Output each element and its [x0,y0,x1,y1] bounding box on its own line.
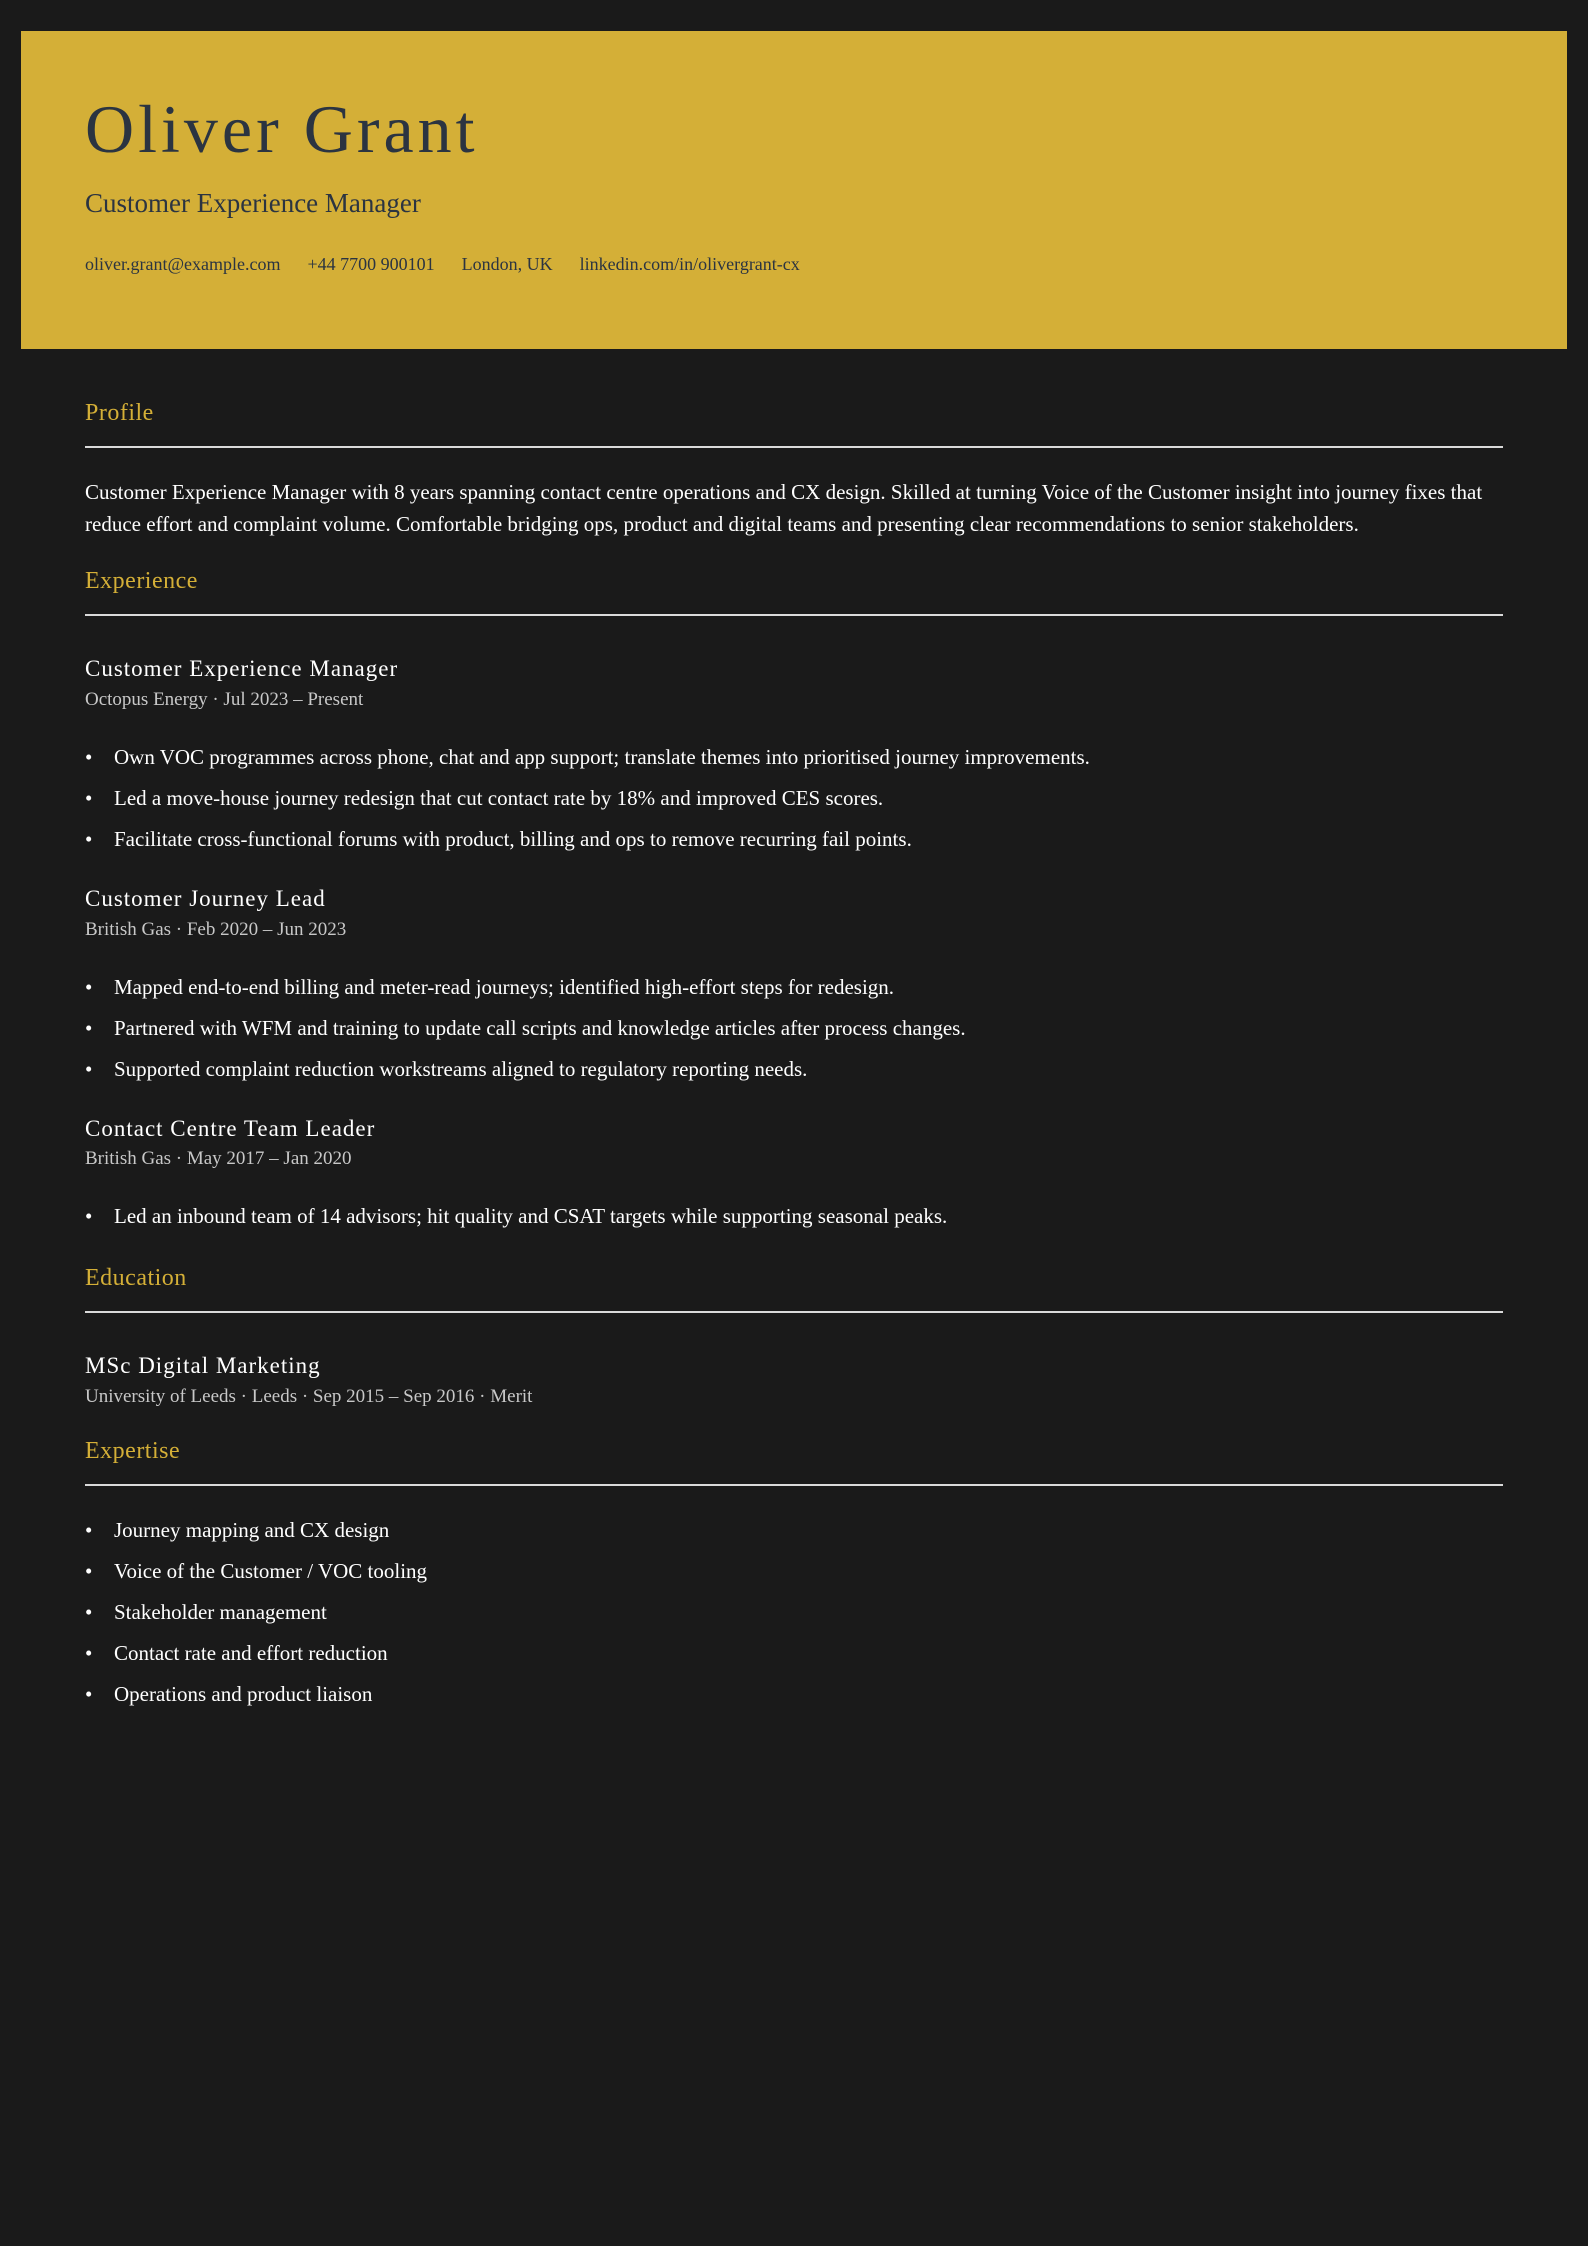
bullet-item: • Mapped end-to-end billing and meter-read journeys; identified high-effort steps for redesign. [85,967,1503,1008]
job-bullets [85,967,1503,1090]
job-title: Contact Centre Team Leader [85,1115,376,1141]
contact-email[interactable]: oliver.grant@example.com [85,254,281,274]
resume-header [21,31,1567,349]
job-meta: Octopus Energy · Jul 2023 – Present [85,689,364,711]
expertise-list [85,1510,1503,1715]
education-section [85,1263,1503,1410]
bullet-item: • Partnered with WFM and training to update call scripts and knowledge articles after process changes. [85,1008,1503,1049]
expertise-item: • Journey mapping and CX design [85,1510,1503,1551]
bullet-item: • Facilitate cross-functional forums with product, billing and ops to remove recurring fail points. [85,819,1503,860]
contact-list [85,253,800,276]
contact-linkedin[interactable]: linkedin.com/in/olivergrant-cx [579,254,800,274]
job-meta: British Gas · Feb 2020 – Jun 2023 [85,918,347,940]
profile-summary: Customer Experience Manager with 8 years spanning contact centre operations and CX design. Skilled at turning Voice of the Customer insight into journey fixes that reduce effort and complaint volume. Comfortable bridging ops, product and digital teams and presenting clear recommendations to senior stakeholders. [85,480,1483,537]
job-meta: British Gas · May 2017 – Jan 2020 [85,1148,352,1170]
expertise-section [85,1436,1503,1715]
candidate-name: Oliver Grant [85,91,479,167]
expertise-item: • Operations and product liaison [85,1674,1503,1715]
candidate-role: Customer Experience Manager [85,188,421,218]
education-entry [85,1351,1503,1410]
experience-section [85,566,1503,1237]
resume-body [85,398,1503,1715]
section-divider [85,614,1503,616]
bullet-item: • Led an inbound team of 14 advisors; hit quality and CSAT targets while supporting seasonal peaks. [85,1196,1503,1237]
section-title: Experience [85,568,198,595]
expertise-item: • Contact rate and effort reduction [85,1633,1503,1674]
section-divider [85,1484,1503,1486]
bullet-item: • Supported complaint reduction workstreams aligned to regulatory reporting needs. [85,1049,1503,1090]
bullet-item: • Own VOC programmes across phone, chat and app support; translate themes into prioritised journey improvements. [85,737,1503,778]
job-title: Customer Journey Lead [85,885,326,911]
contact-phone[interactable]: +44 7700 900101 [307,254,435,274]
section-title: Expertise [85,1437,181,1464]
section-title: Profile [85,400,154,426]
expertise-item: • Stakeholder management [85,1592,1503,1633]
job-bullets [85,737,1503,860]
job-bullets [85,1196,1503,1237]
contact-location: London, UK [461,254,553,274]
degree-title: MSc Digital Marketing [85,1353,321,1379]
education-meta: University of Leeds · Leeds · Sep 2015 – Sep 2016 · Merit [85,1386,533,1408]
job-title: Customer Experience Manager [85,656,399,682]
section-title: Education [85,1265,187,1292]
job-entry [85,654,1503,860]
section-divider [85,446,1503,448]
job-entry [85,1114,1503,1238]
job-entry [85,884,1503,1090]
profile-section [85,398,1503,540]
expertise-item: • Voice of the Customer / VOC tooling [85,1551,1503,1592]
bullet-item: • Led a move-house journey redesign that cut contact rate by 18% and improved CES scores. [85,778,1503,819]
section-divider [85,1311,1503,1313]
